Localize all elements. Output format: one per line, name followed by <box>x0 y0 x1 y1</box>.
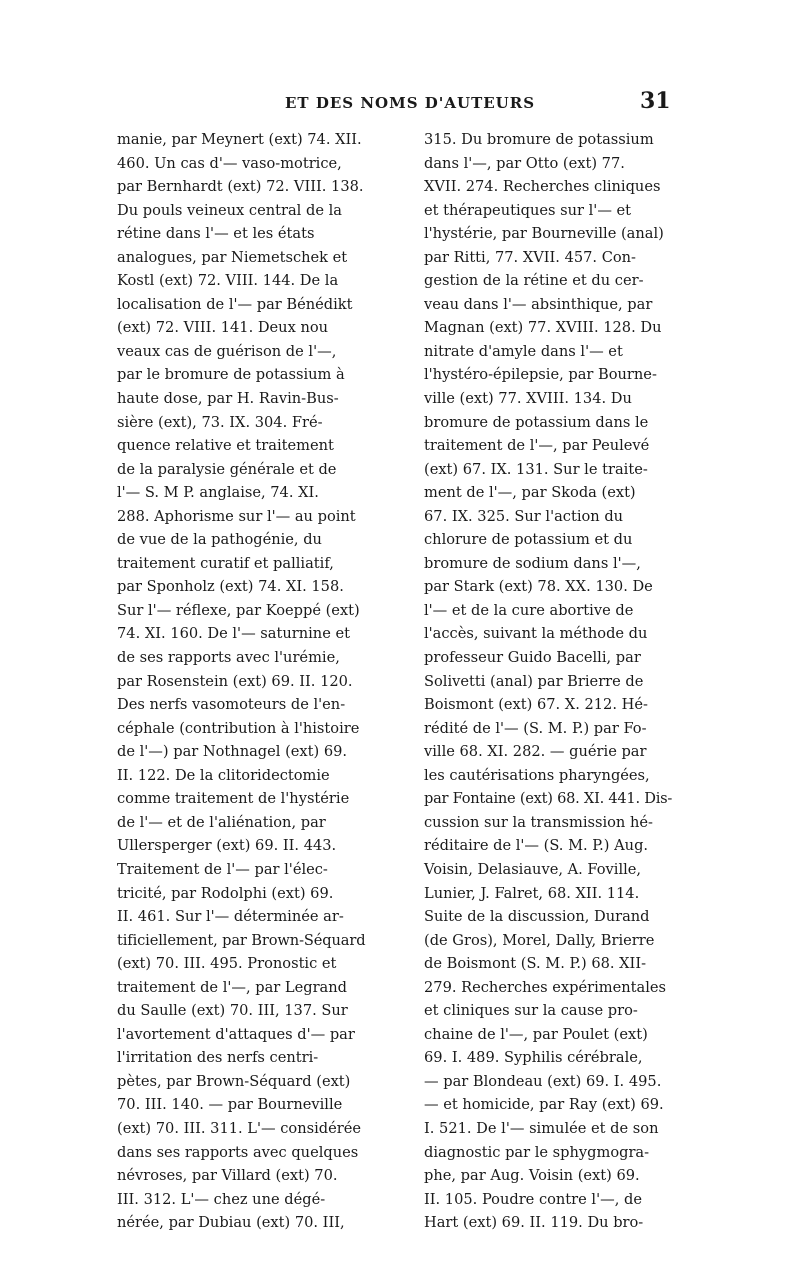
text-line: traitement de l'—, par Legrand <box>117 978 348 996</box>
right-text-column <box>424 128 672 1235</box>
text-line: gestion de la rétine et du cer- <box>424 272 644 290</box>
text-line: sière (ext), 73. IX. 304. Fré- <box>117 413 323 431</box>
text-line: ville 68. XI. 282. — guérie par <box>424 743 647 761</box>
text-line: l'irritation des nerfs centri- <box>117 1049 319 1067</box>
text-line: par Stark (ext) 78. XX. 130. De <box>424 578 653 596</box>
text-line: (ext) 67. IX. 131. Sur le traite- <box>424 460 648 478</box>
text-line: Solivetti (anal) par Brierre de <box>424 672 644 690</box>
text-line: ville (ext) 77. XVIII. 134. Du <box>424 390 632 408</box>
text-line: par le bromure de potassium à <box>117 366 345 384</box>
text-line: Sur l'— réflexe, par Koeppé (ext) <box>117 601 360 619</box>
text-line: Hart (ext) 69. II. 119. Du bro- <box>424 1214 644 1232</box>
text-line: dans l'—, par Otto (ext) 77. <box>424 154 625 172</box>
text-line: II. 105. Poudre contre l'—, de <box>424 1190 642 1208</box>
text-line: localisation de l'— par Bénédikt <box>117 295 353 313</box>
text-line: de vue de la pathogénie, du <box>117 531 322 549</box>
text-line: chaine de l'—, par Poulet (ext) <box>424 1025 648 1043</box>
text-line: 315. Du bromure de potassium <box>424 131 654 148</box>
running-head: ET DES NOMS D'AUTEURS <box>285 94 536 112</box>
text-line: traitement de l'—, par Peulevé <box>424 437 650 455</box>
text-line: II. 461. Sur l'— déterminée ar- <box>117 908 344 926</box>
left-text-column <box>117 128 365 1235</box>
text-line: — et homicide, par Ray (ext) 69. <box>424 1096 664 1114</box>
text-line: phe, par Aug. Voisin (ext) 69. <box>424 1167 640 1185</box>
text-line: de Boismont (S. M. P.) 68. XII- <box>424 955 647 973</box>
text-line: de l'— et de l'aliénation, par <box>117 813 326 831</box>
text-line: par Rosenstein (ext) 69. II. 120. <box>117 672 353 690</box>
text-line: l'— S. M P. anglaise, 74. XI. <box>117 484 319 502</box>
text-line: tricité, par Rodolphi (ext) 69. <box>117 884 334 902</box>
text-line: céphale (contribution à l'histoire <box>117 719 360 737</box>
text-line: et cliniques sur la cause pro- <box>424 1002 638 1020</box>
text-line: dans ses rapports avec quelques <box>117 1143 359 1161</box>
text-line: Ullersperger (ext) 69. II. 443. <box>117 837 337 855</box>
text-line: ment de l'—, par Skoda (ext) <box>424 484 636 502</box>
text-line: l'avortement d'attaques d'— par <box>117 1025 355 1043</box>
text-line: par Bernhardt (ext) 72. VIII. 138. <box>117 178 364 196</box>
text-line: Des nerfs vasomoteurs de l'en- <box>117 696 346 714</box>
text-line: rédité de l'— (S. M. P.) par Fo- <box>424 719 647 737</box>
text-line: bromure de sodium dans l'—, <box>424 554 641 572</box>
text-line: Voisin, Delasiauve, A. Foville, <box>424 860 642 878</box>
text-line: (ext) 70. III. 311. L'— considérée <box>117 1119 361 1137</box>
text-line: III. 312. L'— chez une dégé- <box>117 1190 326 1208</box>
text-line: 69. I. 489. Syphilis cérébrale, <box>424 1049 643 1067</box>
text-line: veau dans l'— absinthique, par <box>424 295 653 313</box>
text-line: nitrate d'amyle dans l'— et <box>424 342 623 360</box>
text-line: l'accès, suivant la méthode du <box>424 625 648 643</box>
text-line: de la paralysie générale et de <box>117 460 337 478</box>
page-number: 31 <box>640 88 671 114</box>
text-line: comme traitement de l'hystérie <box>117 790 350 808</box>
text-line: (ext) 72. VIII. 141. Deux nou <box>117 319 329 337</box>
text-line: Suite de la discussion, Durand <box>424 908 650 926</box>
text-line: I. 521. De l'— simulée et de son <box>424 1119 659 1137</box>
text-line: II. 122. De la clitoridectomie <box>117 766 330 784</box>
text-line: nérée, par Dubiau (ext) 70. III, <box>117 1214 345 1232</box>
text-line: Lunier, J. Falret, 68. XII. 114. <box>424 884 640 902</box>
text-line: 288. Aphorisme sur l'— au point <box>117 507 356 525</box>
text-line: 70. III. 140. — par Bourneville <box>117 1096 343 1114</box>
text-line: chlorure de potassium et du <box>424 531 633 549</box>
text-line: bromure de potassium dans le <box>424 413 649 431</box>
text-line: l'— et de la cure abortive de <box>424 601 634 619</box>
text-line: Kostl (ext) 72. VIII. 144. De la <box>117 272 339 290</box>
text-line: tificiellement, par Brown-Séquard <box>117 931 366 949</box>
text-line: du Saulle (ext) 70. III, 137. Sur <box>117 1002 348 1020</box>
text-line: quence relative et traitement <box>117 437 334 455</box>
text-line: de l'—) par Nothnagel (ext) 69. <box>117 743 348 761</box>
text-line: traitement curatif et palliatif, <box>117 554 334 572</box>
text-line: — par Blondeau (ext) 69. I. 495. <box>424 1072 662 1090</box>
text-line: 460. Un cas d'— vaso-motrice, <box>117 154 342 172</box>
text-line: les cautérisations pharyngées, <box>424 766 650 784</box>
text-line: cussion sur la transmission hé- <box>424 813 653 831</box>
text-line: névroses, par Villard (ext) 70. <box>117 1167 338 1185</box>
text-line: 74. XI. 160. De l'— saturnine et <box>117 625 350 643</box>
text-line: haute dose, par H. Ravin-Bus- <box>117 390 339 408</box>
text-line: réditaire de l'— (S. M. P.) Aug. <box>424 837 649 855</box>
text-line: Magnan (ext) 77. XVIII. 128. Du <box>424 319 662 337</box>
text-line: Traitement de l'— par l'élec- <box>117 860 328 878</box>
text-line: manie, par Meynert (ext) 74. XII. <box>117 131 362 148</box>
text-line: (ext) 70. III. 495. Pronostic et <box>117 955 337 973</box>
text-line: 279. Recherches expérimentales <box>424 978 667 996</box>
text-line: de ses rapports avec l'urémie, <box>117 649 340 667</box>
text-line: rétine dans l'— et les états <box>117 225 315 243</box>
text-line: par Sponholz (ext) 74. XI. 158. <box>117 578 344 596</box>
text-line: professeur Guido Bacelli, par <box>424 649 641 667</box>
text-line: veaux cas de guérison de l'—, <box>117 342 337 360</box>
text-line: l'hystérie, par Bourneville (anal) <box>424 225 664 243</box>
text-line: Du pouls veineux central de la <box>117 201 342 219</box>
text-line: pètes, par Brown-Séquard (ext) <box>117 1072 351 1090</box>
text-line: diagnostic par le sphygmogra- <box>424 1143 650 1161</box>
text-line: 67. IX. 325. Sur l'action du <box>424 507 624 525</box>
text-line: Boismont (ext) 67. X. 212. Hé- <box>424 696 648 714</box>
text-line: l'hystéro-épilepsie, par Bourne- <box>424 366 657 384</box>
text-line: et thérapeutiques sur l'— et <box>424 201 632 219</box>
text-line: XVII. 274. Recherches cliniques <box>424 178 661 196</box>
text-line: par Fontaine (ext) 68. XI. 441. Dis- <box>424 790 673 808</box>
text-line: analogues, par Niemetschek et <box>117 248 348 266</box>
text-line: (de Gros), Morel, Dally, Brierre <box>424 931 655 949</box>
text-line: par Ritti, 77. XVII. 457. Con- <box>424 248 636 266</box>
